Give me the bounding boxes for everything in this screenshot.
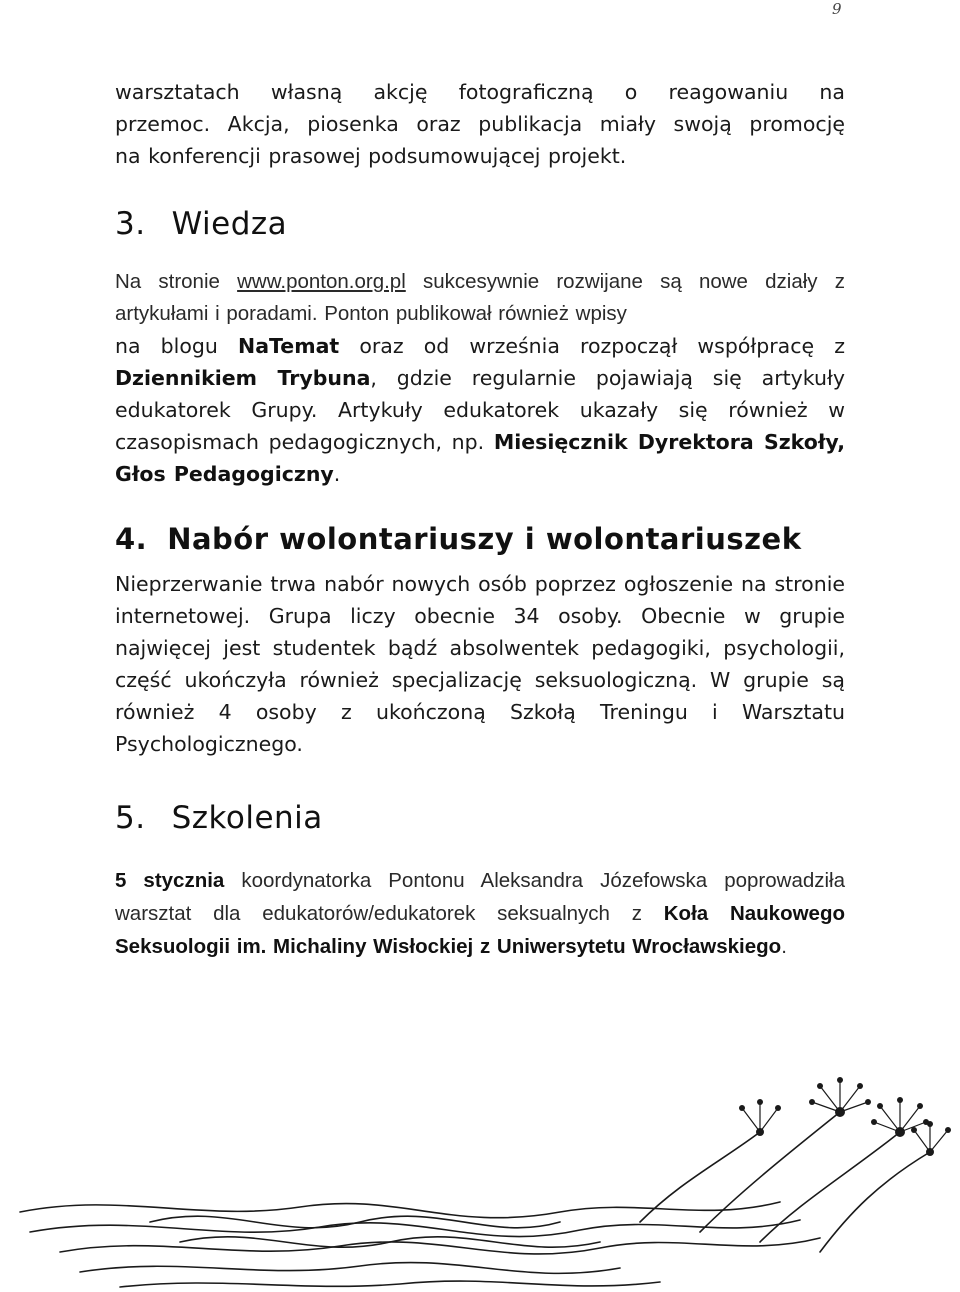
section-3-heading bbox=[115, 206, 845, 242]
section-4-title: Nabór wolontariuszy i wolontariuszek bbox=[167, 522, 802, 556]
section-3-p2-b: oraz od września rozpoczął współpracę z bbox=[339, 334, 845, 358]
intro-line-3: na konferencji prasowej podsumowującej projekt. bbox=[115, 144, 627, 168]
section-4-paragraph: Nieprzerwanie trwa nabór nowych osób poprzez ogłoszenie na stronie internetowej. Grupa liczy obecnie 34 osoby. Obecnie w grupie najwięcej jest studentek bądź absolwentek pedagogiki, psychologii, część ukończyła również specjalizację seksuologiczną. W grupie są również 4 osoby z ukończoną Szkołą Treningu i Warsztatu Psychologicznego. bbox=[115, 572, 845, 756]
decorative-plant-illustration bbox=[0, 1072, 960, 1292]
organization-name: Koła Naukowego Seksuologii im. Michaliny Wisłockiej z Uniwersytetu Wrocławskiego bbox=[115, 902, 845, 958]
section-3-paragraph-2 bbox=[115, 330, 845, 490]
section-4-number: 4. bbox=[115, 522, 148, 556]
natemat-name: NaTemat bbox=[238, 334, 340, 358]
page-content bbox=[115, 76, 845, 963]
section-5-paragraph bbox=[115, 864, 845, 963]
dziennik-trybuna-name: Dziennikiem Trybuna bbox=[115, 366, 371, 390]
section-3-p2-end: . bbox=[333, 462, 341, 486]
journals-names: Miesięcznik Dyrektora Szkoły, Głos Pedagogiczny bbox=[115, 430, 845, 486]
section-3-number: 3. bbox=[115, 206, 146, 242]
intro-paragraph bbox=[115, 76, 845, 172]
intro-line-1: warsztatach własną akcję fotograficzną o reagowaniu na bbox=[115, 80, 845, 104]
section-3-p1-prefix: Na stronie bbox=[115, 270, 238, 293]
section-3-p2-a: na blogu bbox=[115, 334, 239, 358]
section-5-text-a: koordynatorka Pontonu Aleksandra Józefowska poprowadziła warsztat dla edukatorów/edukatorek seksualnych z bbox=[115, 869, 846, 925]
section-3-p2-c: , gdzie regularnie pojawiają się artykuły edukatorek Grupy. Artykuły edukatorek ukazały się również w czasopismach pedagogicznych, np. bbox=[115, 366, 845, 454]
page-number: 9 bbox=[832, 0, 842, 18]
section-5-title: Szkolenia bbox=[171, 800, 323, 836]
section-3-p1-rest: sukcesywnie rozwijane są nowe działy z artykułami i poradami. Ponton publikował również wpisy bbox=[115, 270, 845, 325]
section-4-heading bbox=[115, 522, 845, 556]
section-5-number: 5. bbox=[115, 800, 146, 836]
section-3-paragraph-1 bbox=[115, 266, 845, 330]
intro-line-2: przemoc. Akcja, piosenka oraz publikacja miały swoją promocję bbox=[115, 112, 845, 136]
training-date: 5 stycznia bbox=[115, 869, 225, 892]
section-5-text-end: . bbox=[781, 935, 787, 958]
ponton-website-link[interactable]: www.ponton.org.pl bbox=[237, 270, 406, 293]
section-5-heading bbox=[115, 800, 845, 836]
section-3-title: Wiedza bbox=[171, 206, 288, 242]
